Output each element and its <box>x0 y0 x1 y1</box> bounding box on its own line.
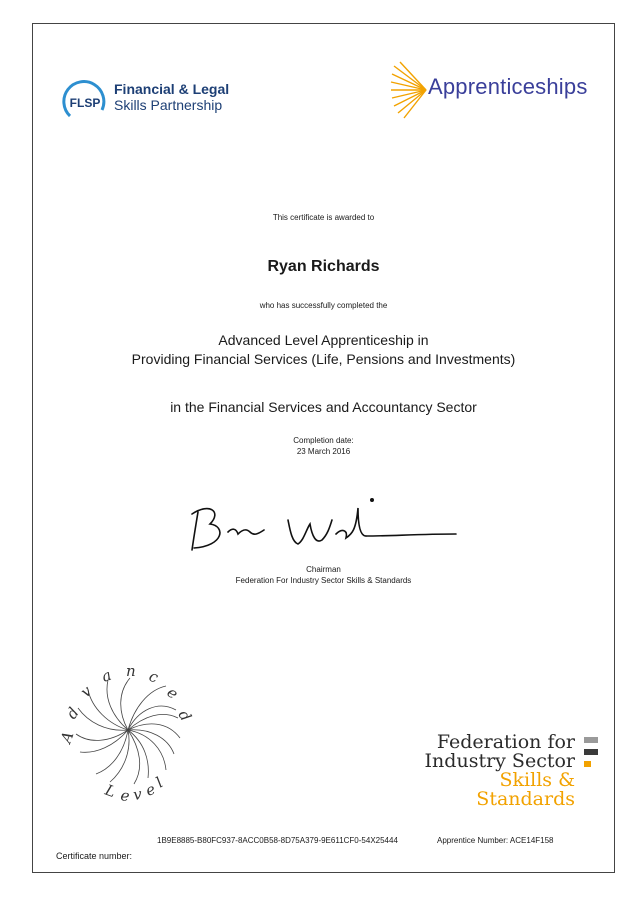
awarded-to-text: This certificate is awarded to <box>272 213 375 222</box>
qualification-line-1: Advanced Level Apprenticeship in <box>218 332 429 348</box>
seal-letter: e <box>163 683 182 703</box>
qualification-line-2: Providing Financial Services (Life, Pensions and Investments) <box>131 351 516 367</box>
flsp-badge-text: FLSP <box>69 96 101 110</box>
apprenticeships-logo <box>388 60 598 120</box>
seal-letter: v <box>132 784 143 804</box>
seal-letter: e <box>143 779 158 800</box>
sector-text: in the Financial Services and Accountancy Sector <box>170 399 477 415</box>
seal-letter: l <box>152 773 167 792</box>
seal-letter: n <box>126 662 136 680</box>
seal-letter: a <box>99 665 114 686</box>
fiss-line-1: Federation for <box>436 731 575 753</box>
fiss-line-3: Skills & Standards <box>476 769 575 810</box>
completion-date: 23 March 2016 <box>296 447 351 456</box>
fiss-bars-icon <box>584 737 598 781</box>
seal-letter: d <box>62 704 83 723</box>
certificate-number: 1B9E8885-B80FC937-8ACC0B58-8D75A379-9E611CF0-54X25444 <box>157 836 398 845</box>
flsp-badge-icon <box>62 80 108 126</box>
seal-letter: A <box>56 729 78 746</box>
fiss-line-2: Industry Sector <box>424 750 575 772</box>
flsp-name-line1: Financial & Legal <box>114 81 230 97</box>
signatory-title: Chairman <box>306 565 341 574</box>
recipient-name: Ryan Richards <box>267 258 380 275</box>
certificate-number-label: Certificate number: <box>56 851 133 861</box>
signature-image <box>180 490 460 560</box>
apprenticeships-wordmark: Apprenticeships <box>428 74 588 99</box>
flsp-logo <box>62 76 232 126</box>
seal-letter: L <box>102 780 119 802</box>
seal-letter: e <box>119 786 131 806</box>
advanced-level-seal <box>48 640 208 810</box>
fiss-logo <box>395 731 605 810</box>
seal-letter: d <box>174 707 195 725</box>
apprentice-number: Apprentice Number: ACE14F158 <box>437 836 554 845</box>
completion-date-label: Completion date: <box>293 436 354 445</box>
completed-text: who has successfully completed the <box>259 301 388 310</box>
seal-letter: c <box>146 666 161 687</box>
signatory-organisation: Federation For Industry Sector Skills & Standards <box>235 576 412 585</box>
seal-letter: v <box>77 681 96 702</box>
flsp-name-line2: Skills Partnership <box>114 97 223 113</box>
